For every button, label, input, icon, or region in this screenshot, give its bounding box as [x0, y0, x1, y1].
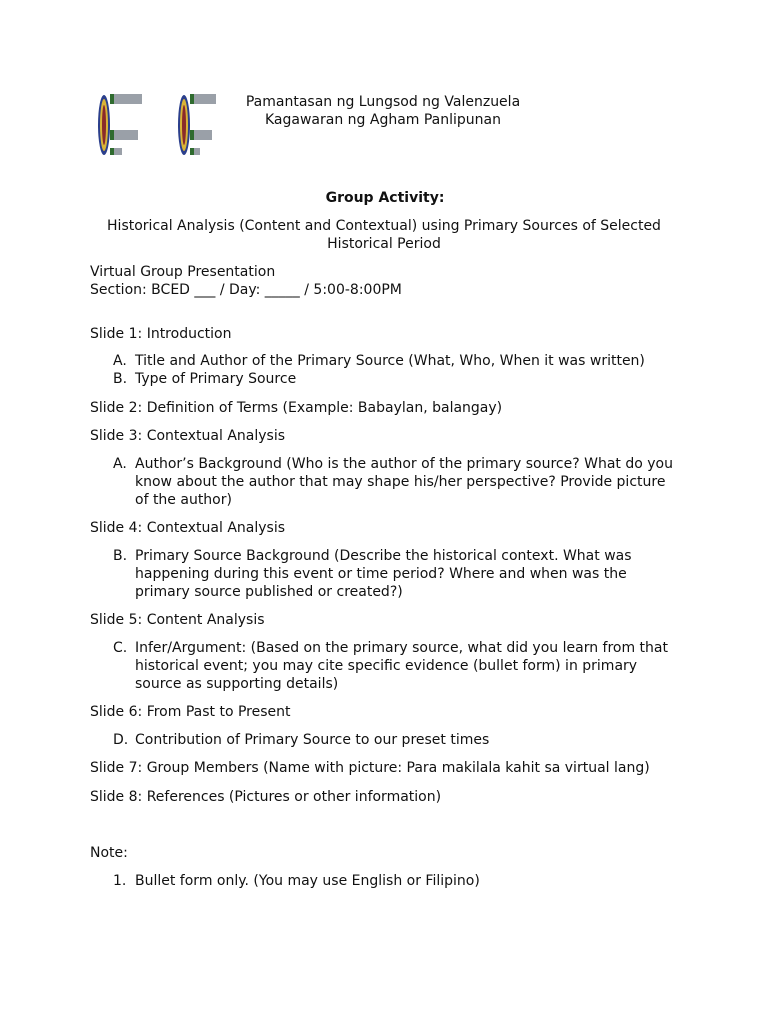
list-marker: B.	[113, 371, 128, 387]
list-item	[113, 455, 673, 509]
slide-heading: Slide 4: Contextual Analysis	[90, 520, 286, 536]
list-marker: C.	[113, 640, 128, 656]
slide-heading: Slide 3: Contextual Analysis	[90, 428, 286, 444]
slide-heading: Slide 2: Definition of Terms (Example: Babaylan, balangay)	[90, 400, 503, 416]
list-text: Infer/Argument: (Based on the primary source, what did you learn from that historical event; you may cite specific evidence (bullet form) in primary source as supporting details)	[135, 640, 668, 692]
list-text: Primary Source Background (Describe the historical context. What was happening during this event or time period? Where and when was the primary source published or created?)	[135, 548, 632, 600]
list-item	[113, 639, 673, 693]
university-name: Pamantasan ng Lungsod ng Valenzuela	[245, 94, 521, 110]
list-marker: D.	[113, 732, 129, 748]
list-item	[113, 731, 673, 749]
department-name: Kagawaran ng Agham Panlipunan	[264, 112, 501, 128]
presentation-label: Virtual Group Presentation	[90, 264, 276, 280]
slide-heading: Slide 5: Content Analysis	[90, 612, 265, 628]
university-seal-logo	[96, 92, 146, 158]
list-text: Type of Primary Source	[135, 371, 297, 387]
list-text: Contribution of Primary Source to our preset times	[135, 732, 490, 748]
note-item	[113, 872, 673, 890]
list-marker: B.	[113, 548, 128, 564]
list-item	[113, 547, 673, 601]
activity-title: Group Activity:	[325, 190, 445, 206]
section-line: Section: BCED ___ / Day: _____ / 5:00-8:00PM	[90, 282, 402, 298]
list-item	[113, 370, 673, 388]
slide-heading: Slide 6: From Past to Present	[90, 704, 291, 720]
letterhead	[200, 93, 566, 129]
list-text: Title and Author of the Primary Source (What, Who, When it was written)	[135, 353, 645, 369]
list-text: Author’s Background (Who is the author of the primary source? What do you know about the author that may shape his/her perspective? Provide picture of the author)	[135, 456, 673, 508]
list-text: Bullet form only. (You may use English or Filipino)	[135, 873, 480, 889]
list-marker: A.	[113, 353, 127, 369]
note-label: Note:	[90, 845, 128, 861]
list-marker: A.	[113, 456, 127, 472]
list-marker: 1.	[113, 873, 127, 889]
slide-heading: Slide 8: References (Pictures or other information)	[90, 789, 442, 805]
activity-subtitle: Historical Analysis (Content and Contextual) using Primary Sources of Selected Historical Period	[107, 218, 661, 252]
slide-heading: Slide 1: Introduction	[90, 326, 232, 342]
slide-heading: Slide 7: Group Members (Name with picture: Para makilala kahit sa virtual lang)	[90, 760, 650, 776]
list-item	[113, 352, 673, 370]
